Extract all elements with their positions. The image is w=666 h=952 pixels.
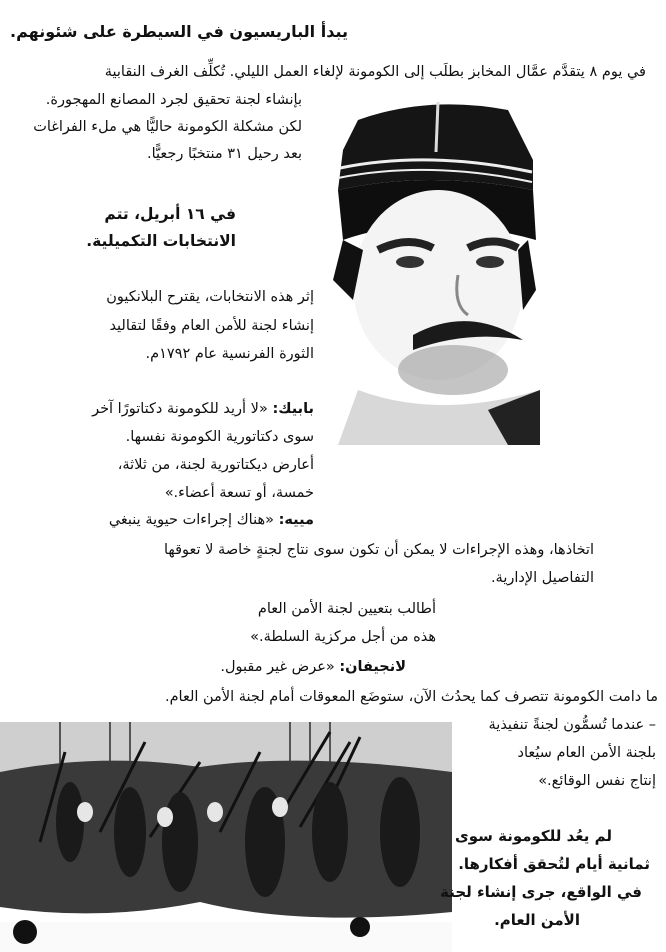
langevin-line-3: – عندما تُسمُّون لجنةً تنفيذية (488, 717, 656, 733)
blanquists-line-2: إنشاء لجنة للأمن العام وفقًا لتقاليد (109, 318, 314, 334)
speaker-miot: مييه: (278, 512, 314, 528)
conclusion-line-2: ثمانية أيام لتُحقق أفكارها. (458, 855, 650, 873)
babick-line-2: سوى دكتاتورية الكومونة نفسها. (125, 429, 314, 445)
miot-line-3: التفاصيل الإدارية. (490, 570, 594, 586)
april-heading-line-2: الانتخابات التكميلية. (86, 232, 236, 250)
miot-line-1 (109, 506, 314, 534)
langevin-quote-start: «عرض غير مقبول. (220, 659, 335, 675)
conclusion-line-3: في الواقع، جرى إنشاء لجنة (440, 883, 642, 901)
miot-line-5: هذه من أجل مركزية السلطة.» (250, 629, 436, 645)
miot-line-4: أطالب بتعيين لجنة الأمن العام (257, 601, 436, 617)
conclusion-line-4: الأمن العام. (494, 911, 580, 929)
miot-quote-start: «هناك إجراءات حيوية ينبغي (108, 512, 274, 528)
langevin-line-2: ما دامت الكومونة تتصرف كما يحدُث الآن، ستوضَع المعوقات أمام لجنة الأمن العام. (164, 689, 658, 705)
page-title: يبدأ الباريسيون في السيطرة على شئونهم. (10, 22, 348, 41)
langevin-line-4: بلجنة الأمن العام سيُعاد (517, 745, 656, 761)
langevin-line-5: إنتاج نفس الوقائع.» (538, 773, 656, 789)
blanquists-line-3: الثورة الفرنسية عام ١٧٩٢م. (145, 346, 314, 362)
langevin-line-1 (220, 653, 406, 681)
portrait-photo (318, 90, 540, 445)
intro-line-3: لكن مشكلة الكومونة حاليًّا هي ملء الفراغات (33, 119, 302, 135)
april-heading-line-1: في ١٦ أبريل، تتم (104, 205, 236, 223)
blanquists-line-1: إثر هذه الانتخابات، يقترح البلانكيون (106, 289, 314, 305)
intro-line-1: في يوم ٨ يتقدَّم عمَّال المخابز بطلَب إلى الكومونة لإلغاء العمل الليلي. تُكلِّف الغرف النقابية (104, 64, 646, 80)
intro-line-4: بعد رحيل ٣١ منتخبًا رجعيًّا. (146, 146, 302, 162)
crowd-engraving (0, 722, 452, 952)
babick-line-1 (92, 395, 314, 423)
intro-line-2: بإنشاء لجنة تحقيق لجرد المصانع المهجورة. (45, 92, 302, 108)
conclusion-line-1: لم يعُد للكومونة سوى (454, 827, 612, 845)
speaker-babick: بابيك: (272, 401, 314, 417)
speaker-langevin: لانجيفان: (339, 659, 406, 675)
babick-line-4: خمسة، أو تسعة أعضاء.» (164, 485, 314, 501)
babick-quote-start: «لا أريد للكومونة دكتاتورًا آخر (92, 401, 268, 417)
babick-line-3: أعارض ديكتاتورية لجنة، من ثلاثة، (117, 457, 314, 473)
miot-line-2: اتخاذها، وهذه الإجراءات لا يمكن أن تكون سوى نتاج لجنةٍ خاصة لا تعوقها (164, 542, 594, 558)
